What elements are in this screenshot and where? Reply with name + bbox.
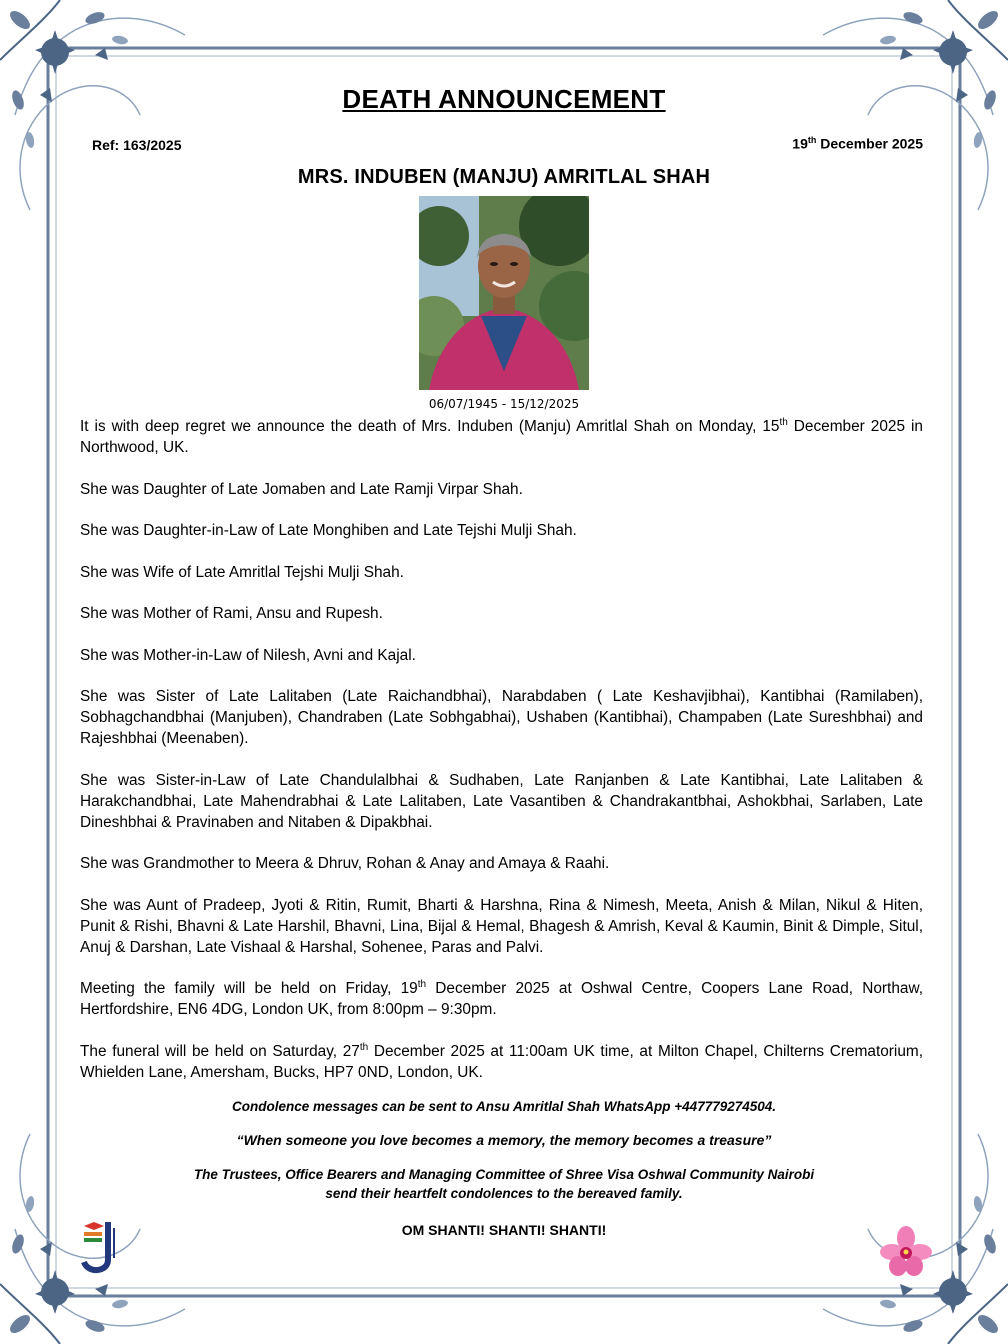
community-logo-icon [80, 1218, 120, 1276]
paragraph-mother-of: She was Mother of Rami, Ansu and Rupesh. [80, 605, 383, 622]
page-title: DEATH ANNOUNCEMENT [342, 84, 666, 114]
paragraph-meeting: Meeting the family will be held on Friday, 19th December 2025 at Oshwal Centre, Coopers Lane Road, Northaw, Hertfordshire, EN6 4DG, London UK, from 8:00pm – 9:30pm. [80, 978, 923, 1018]
paragraph-death-notice: It is with deep regret we announce the death of Mrs. Induben (Manju) Amritlal Shah on Monday, 15th December 2025 in Northwood, UK. [80, 416, 923, 456]
paragraph-sister-of: She was Sister of Late Lalitaben (Late Raichandbhai), Narabdaben ( Late Keshavjibhai), Kantibhai (Ramilaben), Sobhagchandbhai (Manjuben), Chandraben (Late Sobhgabhai), Ushaben (Kantibhai), Champaben (Late Sureshbhai) and Rajeshbhai (Meenaben). [80, 688, 923, 747]
orchid-flower-icon [880, 1226, 932, 1278]
trustees-message: The Trustees, Office Bearers and Managing Committee of Shree Visa Oshwal Community Nairobi send their heartfelt condolences to the bereaved family. [193, 1167, 815, 1201]
om-shanti: OM SHANTI! SHANTI! SHANTI! [401, 1222, 607, 1238]
announcement-date: 19th December 2025 [792, 135, 923, 152]
paragraph-grandmother: She was Grandmother to Meera & Dhruv, Rohan & Anay and Amaya & Raahi. [80, 855, 610, 872]
paragraph-daughter-in-law: She was Daughter-in-Law of Late Monghiben and Late Tejshi Mulji Shah. [80, 522, 577, 539]
paragraph-daughter-of: She was Daughter of Late Jomaben and Late Ramji Virpar Shah. [80, 480, 523, 498]
paragraph-mother-in-law: She was Mother-in-Law of Nilesh, Avni and Kajal. [80, 646, 416, 664]
lifespan-dates: 06/07/1945 - 15/12/2025 [428, 397, 580, 411]
reference-number: Ref: 163/2025 [92, 137, 182, 153]
paragraph-wife-of: She was Wife of Late Amritlal Tejshi Mulji Shah. [80, 563, 404, 581]
paragraph-funeral: The funeral will be held on Saturday, 27th December 2025 at 11:00am UK time, at Milton Chapel, Chilterns Crematorium, Whielden Lane, Amersham, Bucks, HP7 0ND, London, UK. [80, 1041, 924, 1081]
announcement-body [80, 416, 923, 1103]
condolence-contact: Condolence messages can be sent to Ansu Amritlal Shah WhatsApp +447779274504. [231, 1099, 777, 1114]
paragraph-sister-in-law: She was Sister-in-Law of Late Chandulalbhai & Sudhaben, Late Ranjanben & Late Kantibhai, Late Lalitaben & Harakchandbhai, Late Mahendrabhai & Late Lalitaben, Late Vasantiben & Chandrakantbhai, Ashokbhai, Sarlaben, Late Dineshbhai & Pravinaben and Nitaben & Dipakbhai. [80, 771, 923, 831]
memorial-quote: “When someone you love becomes a memory, the memory becomes a treasure” [236, 1132, 772, 1148]
deceased-name: MRS. INDUBEN (MANJU) AMRITLAL SHAH [297, 166, 711, 188]
portrait-photo [419, 196, 589, 390]
paragraph-aunt-of: She was Aunt of Pradeep, Jyoti & Ritin, Rumit, Bharti & Harshna, Rina & Nimesh, Meeta, Anish & Milan, Nikul & Hiten, Punit & Rishi, Bhavni & Late Harshil, Bhavni, Lina, Bijal & Hemal, Bhagesh & Amrish, Keval & Kaumin, Binit & Dimple, Situl, Anuj & Darshan, Late Vishaal & Harshal, Sohenee, Paras and Palvi. [80, 896, 923, 956]
